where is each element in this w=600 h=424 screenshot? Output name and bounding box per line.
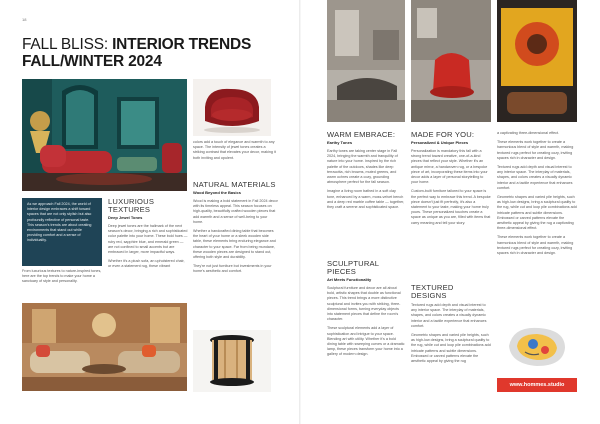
natural-p3: They're not just furniture but investments in your home's aesthetic and comfort. [193,264,272,274]
textured-rug-image [503,320,573,372]
textured-p2: Geometric shapes and varied pile heights, such as high-low designs, bring a sculptural quality to the rug, while cut and loop pile combinations add intricate patterns and subtle dimensions. Embossed or carved patterns elevate the aesthetic appeal by giving the rug [411,333,491,364]
natural-p1: Wood is making a bold statement in Fall 2024 decor with its timeless appeal. This season focuses on high-quality, beautifully crafted wooden pieces that add warmth and a sense of well-being to your home. [193,199,278,224]
sculptural-heading: SCULPTURAL PIECES [327,259,379,276]
living-room-image [22,303,187,391]
right-p2: These elements work together to create a harmonious blend of style and warmth, making textured rugs perfect for creating cozy, inviting spaces rich in character and design. [497,140,574,160]
warm-body [327,149,405,210]
right-column-text [497,131,577,260]
right-p1: a captivating three-dimensional effect. [497,131,560,135]
intro-text: From luxurious textures to nature-inspired tones, here are the top trends to make your home a sanctuary of style and personality. [22,269,102,284]
natural-heading: NATURAL MATERIALS [193,180,276,189]
page-number: 18 [22,17,27,22]
made-for-you-section [411,131,491,230]
luxurious-p1: Deep jewel tones are the hallmark of the next season's decor, bringing a rich and sophisticated color palette into your home. These bold hues — ruby red, sapphire blue, and emerald green — are not confined to small accents but are embraced in larger, more impactful ways. [108,224,188,255]
yellow-wall-art-image [497,0,577,122]
luxurious-subheading: Deep Jewel Tones [108,215,143,220]
sculptural-section [327,260,405,362]
website-link[interactable]: www.hommes.studio [497,378,577,392]
red-chair-image [193,79,271,136]
title-line2: FALL/WINTER 2024 [22,53,162,70]
luxurious-p2: Whether it's a plush sofa, an upholstered chair, or even a statement rug, these vibrant [108,259,185,269]
concrete-room-image [327,0,405,122]
natural-body [193,199,278,275]
jewel-tones-cont: colors add a touch of elegance and warmth to any space. The intensity of jewel tones creates a striking contrast that elevates your decor, making it both inviting and opulent. [193,140,276,160]
made-subheading: Personalized & Unique Pieces [411,140,469,145]
natural-p2: Whether a handcrafted dining table that becomes the heart of your home or a sleek wooden side table, these elements bring enduring elegance and character to your space. Far from being mundane, these wooden pieces are designed to stand out, offering both style and durability. [193,229,276,260]
luxurious-body [108,224,188,270]
wood-table-image [193,330,271,392]
warm-p1: Earthy tones are taking center stage in Fall 2024, bringing the warmth and tranquility of nature into your home. Inspired by the rich palette of the outdoors, shades like deep terracotta, rich browns, muted greens, and warm ochres create a cozy, grounding atmosphere perfect for the fall season. [327,149,398,185]
made-body [411,149,491,226]
luxurious-heading: LUXURIOUS TEXTURES [108,197,155,214]
intro-callout-box: As we approach Fall 2024, the world of interior design embraces a shift toward spaces that are not only stylish but also profoundly reflective of personal taste. This season's trends are about creating environments that stand out while providing comfort and a sense of individuality. [22,198,102,266]
made-p1: Personalization is mandatory this fall with a strong trend toward creative, one-of-a-kind pieces that reflect your style. Whether it's an antique mirror, a handwoven rug, or a bespoke piece of art, incorporating these items into your decor adds a layer of personal storytelling to your home. [411,149,488,185]
warm-p2: Imagine a living room bathed in a soft clay tone, enhanced by a warm, moss-velvet bench and a deep red marble coffee table — together, they craft a serene and sophisticated space. [327,189,405,210]
spine-divider [299,0,301,424]
sculptural-p2: These sculptural elements add a layer of sophistication and intrigue to your space. Blending art with utility. Whether it's a bold dining table with sweeping curves or a dramatic lamp, these pieces transform your home into a gallery of modern design. [327,326,405,357]
made-heading: MADE FOR YOU: [411,130,475,139]
textured-heading: TEXTURED DESIGNS [411,283,454,300]
sculptural-p1: Sculptural furniture and decor are all about bold, artistic shapes that double as functional pieces. This trend brings a more distinctive sculptural and invites you with striking, three-dimensional forms, turning everyday objects into statement pieces that define the room's character. [327,286,401,322]
textured-body [411,303,491,364]
right-p5: These elements work together to create a harmonious blend of style and warmth, making textured rugs perfect for creating cozy, inviting spaces rich in character and design. [497,235,574,256]
page-title [22,36,292,70]
right-p3: Textured rugs add depth and visual interest to any interior space. The interplay of materials, shapes, and colors creates a visually dynamic interior and a tactile experience that enhances comfort. [497,165,573,190]
natural-subheading: Wood Beyond the Basics [193,190,241,195]
luxurious-textures-section [108,198,188,274]
warm-embrace-section [327,131,405,214]
sculptural-subheading: Art Meets Functionality [327,277,372,282]
warm-heading: WARM EMBRACE: [327,130,396,139]
red-armchair-image [411,0,491,122]
warm-subheading: Earthy Tones [327,140,353,145]
textured-p1: Textured rugs add depth and visual interest to any interior space. The interplay of materials, shapes, and colors creates a visually dynamic interior and a tactile experience that enhances comfort. [411,303,487,328]
right-p4: Geometric shapes and varied pile heights, such as high-low designs, bring a sculptural quality to the rug, while cut and loop pile combinations add intricate patterns and subtle dimensions. Embossed or carved patterns elevate the aesthetic appeal by giving the rug a captivating three-dimensional effect. [497,195,577,231]
sculptural-body [327,286,405,358]
textured-designs-section [411,284,491,368]
natural-materials-section [193,181,278,279]
title-part1: FALL BLISS: [22,36,113,53]
teal-room-image [22,79,187,191]
title-part2: INTERIOR TRENDS [112,36,252,53]
made-p2: Custom-built furniture tailored to your space is the perfect way to embrace this trend. A bespoke piece doesn't just fit perfectly, it's also a statement to your taste, making your home truly yours. These personalized touches create a space as unique as you are, filled with items that carry meaning and tell your story. [411,189,491,225]
